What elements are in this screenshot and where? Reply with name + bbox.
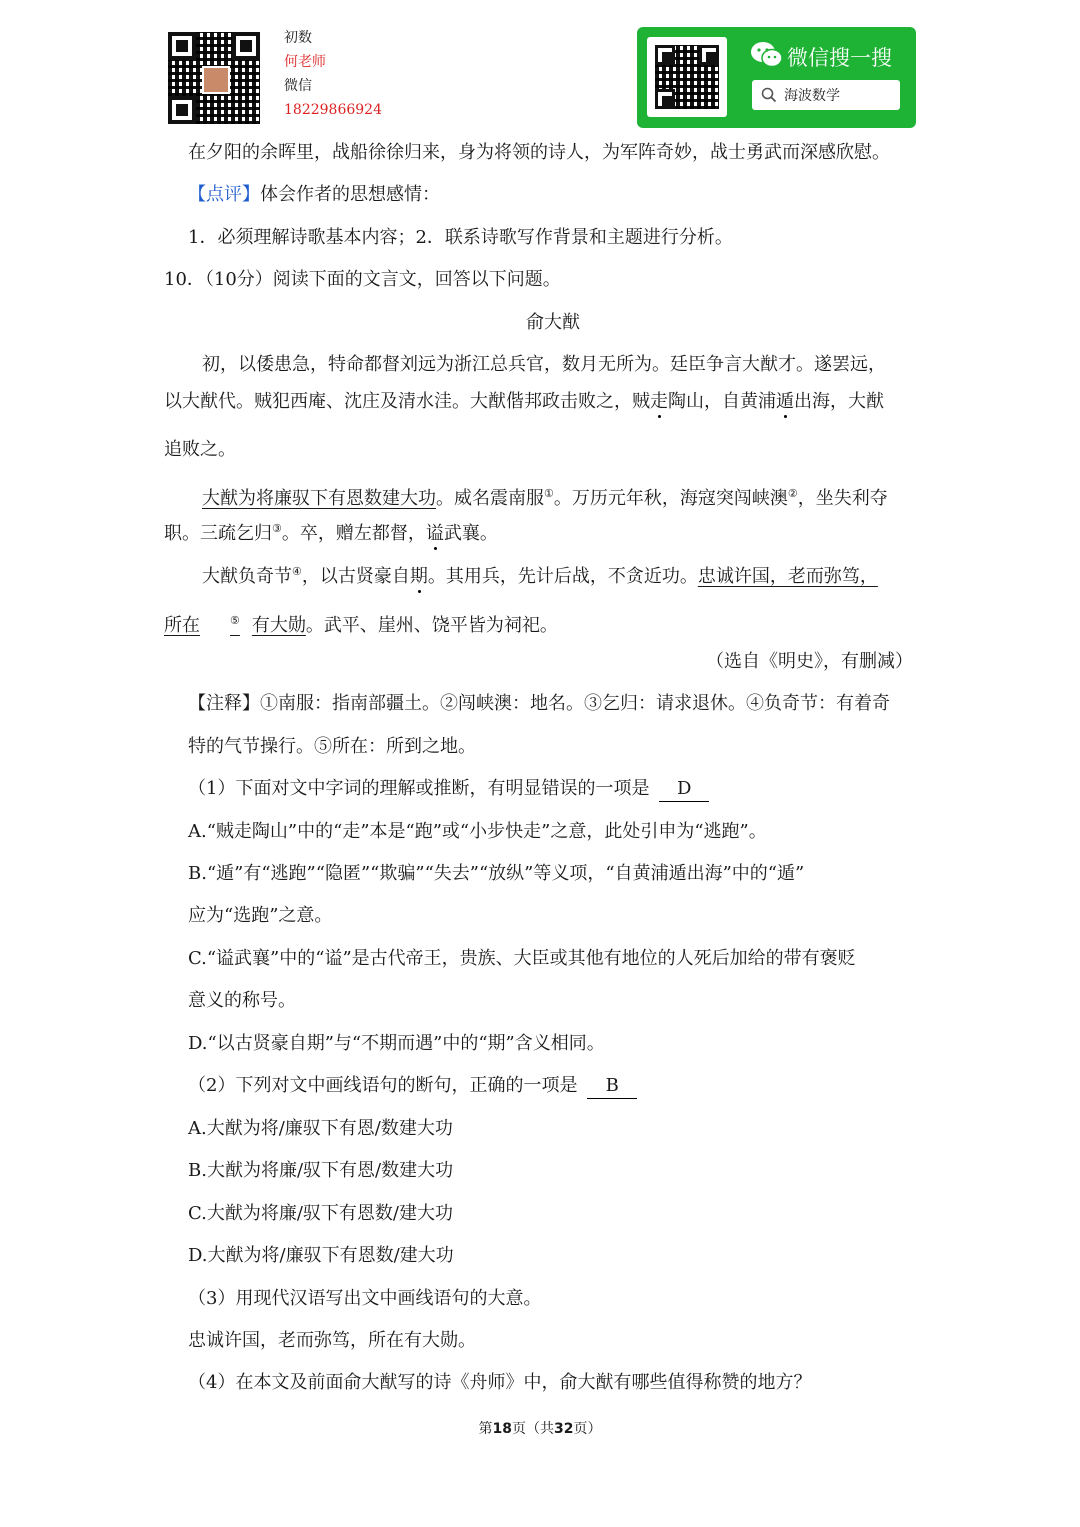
dotted-word-qi: 期 — [409, 566, 428, 587]
text-span: 所在 — [164, 615, 200, 636]
option-c: C.“谥武襄”中的“谥”是古代帝王，贵族、大臣或其他有地位的人死后加给的带有褒贬 — [188, 948, 856, 969]
page-total: 32 — [554, 1421, 574, 1437]
text-span: 第 — [478, 1421, 493, 1437]
text-span: 有大勋 — [251, 615, 306, 636]
contact-name: 何老师 — [284, 54, 326, 70]
footnote-marker: ② — [787, 487, 798, 500]
qr-code-contact — [168, 32, 260, 124]
contact-line-3: 微信 — [284, 78, 312, 94]
text-line: 1．必须理解诗歌基本内容；2．联系诗歌写作背景和主题进行分析。 — [188, 227, 733, 248]
notes-line-1: 【注释】①南服：指南部疆土。②闯峡澳：地名。③乞归：请求退休。④负奇节：有着奇 — [188, 693, 890, 714]
question-10-heading: 10．（10分）阅读下面的文言文，回答以下问题。 — [164, 269, 561, 290]
option-a: A.大猷为将/廉驭下有恩/数建大功 — [188, 1118, 453, 1139]
subquestion-3-answer: 忠诚许国，老而弥笃，所在有大勋。 — [188, 1330, 476, 1351]
comment-text: 体会作者的思想感情： — [260, 184, 440, 205]
passage-p2-line1 — [202, 482, 888, 511]
text-span: 出海，大猷 — [794, 391, 884, 412]
wechat-qr-code — [655, 45, 719, 109]
text-span: 陶山，自黄浦 — [668, 391, 776, 412]
answer-blank: B — [587, 1074, 637, 1099]
text-span: （2）下列对文中画线语句的断句，正确的一项是 — [188, 1075, 578, 1096]
wechat-search-text: 海波数学 — [784, 88, 840, 104]
underlined-sentence-2b — [164, 615, 306, 636]
option-d: D.“以古贤豪自期”与“不期而遇”中的“期”含义相同。 — [188, 1033, 605, 1054]
text-span: ，坐失利夺 — [797, 488, 888, 509]
contact-line-1: 初数 — [284, 30, 312, 46]
wechat-logo-icon — [750, 40, 784, 70]
answer-blank: D — [659, 777, 709, 802]
passage-p3-line1 — [202, 560, 878, 589]
text-span: 职。三疏乞归 — [164, 523, 272, 544]
subquestion-4: （4）在本文及前面俞大猷写的诗《舟师》中，俞大猷有哪些值得称赞的地方？ — [188, 1372, 812, 1393]
text-span: ，以古贤豪自 — [301, 566, 410, 587]
text-span: 以大猷代。贼犯西庵、沈庄及清水洼。大猷偕邦政击败之，贼 — [164, 391, 650, 412]
underlined-sentence-1: 大猷为将廉驭下有恩数建大功 — [202, 488, 436, 509]
option-b: B.“遁”有“逃跑”“隐匿”“欺骗”“失去”“放纵”等义项，“自黄浦遁出海”中的“遁” — [188, 863, 805, 884]
passage-source: （选自《明史》，有删减） — [706, 651, 913, 672]
option-b: B.大猷为将廉/驭下有恩/数建大功 — [188, 1160, 454, 1181]
option-a: A.“贼走陶山”中的“走”本是“跑”或“小步快走”之意，此处引申为“逃跑”。 — [188, 821, 767, 842]
wechat-search-banner[interactable] — [637, 27, 916, 128]
passage-title: 俞大猷 — [526, 312, 580, 333]
text-span: 。武平、崖州、饶平皆为祠祀。 — [305, 615, 558, 636]
option-b-cont: 应为“选跑”之意。 — [188, 905, 333, 926]
text-span: 武襄。 — [443, 523, 498, 544]
page-number: 18 — [492, 1421, 512, 1437]
footnote-marker: ④ — [292, 565, 302, 578]
passage-p2-line2 — [164, 517, 498, 546]
page-footer — [0, 1418, 1080, 1438]
text-span: 页（共 — [512, 1421, 554, 1437]
option-c-cont: 意义的称号。 — [188, 990, 296, 1011]
wechat-search-field[interactable] — [752, 80, 900, 110]
dotted-word-zou: 走 — [650, 391, 668, 412]
passage-p3-line2 — [164, 609, 558, 638]
footnote-marker: ① — [544, 487, 554, 500]
wechat-search-title: 微信搜一搜 — [787, 46, 892, 70]
text-span: 。万历元年秋，海寇突闯峡澳 — [553, 488, 788, 509]
text-span: （1）下面对文中字词的理解或推断，有明显错误的一项是 — [188, 778, 650, 799]
contact-phone: 18229866924 — [284, 102, 382, 118]
footnote-marker: ⑤ — [230, 614, 240, 627]
wechat-qr-frame — [647, 37, 727, 117]
footnote-marker: ③ — [272, 522, 282, 535]
comment-line — [188, 183, 440, 207]
option-c: C.大猷为将廉/驭下有恩数/建大功 — [188, 1203, 453, 1224]
option-d: D.大猷为将/廉驭下有恩数/建大功 — [188, 1245, 454, 1266]
passage-p1-line3: 追败之。 — [164, 439, 236, 460]
avatar — [202, 66, 230, 94]
dotted-word-shi: 谥 — [425, 523, 444, 544]
comment-tag: 【点评】 — [188, 184, 260, 205]
text-span: 大猷负奇节 — [202, 566, 292, 587]
text-span: 。其用兵，先计后战，不贪近功。 — [427, 566, 698, 587]
dotted-word-dun: 遁 — [776, 391, 794, 412]
notes-line-2: 特的气节操行。⑤所在：所到之地。 — [188, 736, 476, 757]
text-span: 。威名震南服 — [436, 488, 544, 509]
search-icon — [761, 87, 777, 103]
text-span: 页） — [573, 1421, 602, 1437]
subquestion-2 — [188, 1074, 637, 1099]
text-span: 。卒，赠左都督， — [281, 523, 426, 544]
subquestion-3: （3）用现代汉语写出文中画线语句的大意。 — [188, 1288, 542, 1309]
underlined-sentence-2a: 忠诚许国，老而弥笃， — [697, 566, 878, 587]
text-line: 在夕阳的余晖里，战船徐徐归来，身为将领的诗人，为军阵奇妙，战士勇武而深感欣慰。 — [188, 142, 890, 163]
passage-p1-line2 — [164, 390, 884, 414]
subquestion-1 — [188, 777, 709, 802]
passage-p1-line1: 初，以倭患急，特命都督刘远为浙江总兵官，数月无所为。廷臣争言大猷才。遂罢远， — [202, 354, 886, 375]
